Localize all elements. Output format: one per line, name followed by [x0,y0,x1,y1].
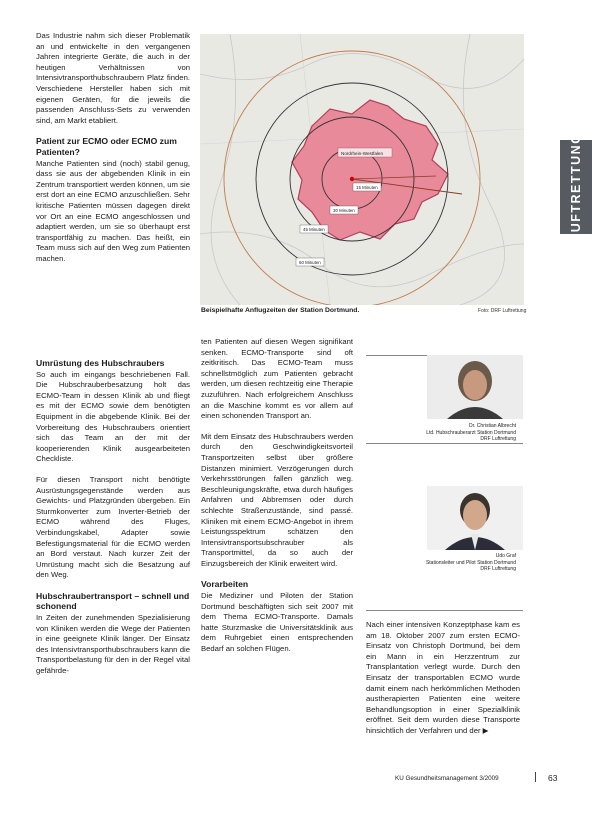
map-figure [200,34,524,305]
time-label-60: 60 Minuten [299,260,321,265]
subheading: Patient zur ECMO oder ECMO zum Patienten? [36,136,177,157]
paragraph: Mit dem Einsatz des Hubschraubers werden durch den Geschwindigkeitsvorteil Transportzeiten selbst über größere Distanzen minimiert. Verzögerungen durch Verkehrsstörungen fallen gänzlich weg. Beschleunigungskräfte, etwa durch häufiges Anfahren und Abbremsen oder durch schlechte Straßenzustände, sind passé. Kliniken mit einem ECMO-Angebot in ihrem Leistungsspektrum schätzen den Intensivtransportsubschrauber als Transportmittel, da so auch der Einzugsbereich der Klinik erweitert wird. [201,431,353,568]
time-label-45: 45 Minuten [303,227,325,232]
divider [366,443,523,444]
page-number: 63 [548,773,558,783]
map-credit: Foto: DRF Luftrettung [478,308,527,314]
column-b [36,358,190,687]
footer-journal: KU Gesundheitsmanagement 3/2009 [395,775,499,782]
caption-line: DRF Luftrettung [480,566,516,573]
nrw-map-graphic [200,34,524,305]
photo-caption [366,423,516,443]
divider [366,610,523,611]
paragraph: In Zeiten der zunehmenden Spezialisierung von Kliniken werden die Wege der Patienten in eine geeignete Klinik länger. Der Einsatz des Intensivtransporthubschraubers kann die Transportbelastung für den in der Regel vital gefährde- [36,613,190,676]
caption-line: Stationsleiter und Pilot Station Dortmund [425,559,516,566]
subheading: Hubschraubertransport – schnell und schonend [36,590,190,612]
section-tab [560,132,592,242]
subheading: Vorarbeiten [201,579,249,590]
paragraph: Das Industrie nahm sich dieser Problematik an und entwickelte in den vergangenen Jahren integrierte Geräte, die auch in der heutigen Verhältnissen von Intensivtransporthubschraubern Platz finden. Verschiedene Hersteller haben sich mit eigenen Geräten, für die jeweils die passenden Anschluss-Sets zu verwenden sind, am Markt etabliert. [36,31,190,125]
paragraph: ten Patienten auf diesen Wegen signifikant senken. ECMO-Transporte sind oft zeitkritisch. Das ECMO-Team muss schnellstmöglich zum Patienten gebracht werden, um diesen rechtzeitig eine Therapie zuzuführen. Nach erfolgreichem Anschluss an die Maschine kommt es vor allem auf einen schonenden Transport an. [201,337,353,421]
column-a [36,31,190,274]
section-tab-label: LUFTRETTUNG [569,132,583,242]
subheading: Umrüstung des Hubschraubers [36,358,165,368]
caption-line: DRF Luftrettung [480,436,516,443]
state-label: Nordrhein-Westfalen [341,151,384,156]
portrait-photo [427,486,523,550]
portrait-photo [427,355,523,419]
paragraph: Die Mediziner und Piloten der Station Dortmund beschäftigten sich seit 2007 mit dem Thema ECMO-Transporte. Damals hatte Sturzmaske die Universitätsklinik aus dem Ruhrgebiet einen entsprechenden Bedarf an solchen Flügen. [201,591,353,654]
caption-line: Dr. Christian Albrecht [469,423,516,429]
map-caption: Beispielhafte Anflugzeiten der Station Dortmund. [201,307,360,314]
caption-line: Ltd. Hubschrauberarzt Station Dortmund [426,429,516,436]
column-d [366,620,520,747]
paragraph: Nach einer intensiven Konzeptphase kam es am 18. Oktober 2007 zum ersten ECMO-Einsatz von Christoph Dortmund, bei dem ein Mann in ein Herzzentrum zur Transplantation verlegt wurde. Durch den Einsatz der transportablen ECMO wurde damit einem nach herkömmlichen Methoden austherapierten Patienten eine weitere Behandlungsoption in einer Spezialklinik eröffnet. Seit dem wurden diese Transporte hinsichtlich der Verfahren und der ▶ [366,620,520,735]
paragraph: Für diesen Transport nicht benötigte Ausrüstungsgegenstände werden aus Gewichts- und Platzgründen übergeben. Ein Sturmkonverter zum Inverter-Betrieb der ECMO während des Fluges, Verbindungskabel, Adapter sowie Befestigungsmaterial für die ECMO werden an Bord verstaut. Nach kurzer Zeit der Umrüstung macht sich die Besatzung auf den Weg. [36,474,190,580]
caption-line: Udo Graf [495,553,516,559]
time-label-15: 15 Minuten [356,185,378,190]
column-c [201,337,353,665]
time-label-30: 30 Minuten [333,208,355,213]
paragraph: Manche Patienten sind (noch) stabil genug, dass sie aus der abgebenden Klinik in ein Zentrum transportiert werden können, um sie erst dort an eine ECMO anzuschließen. Sehr kritische Patienten müssen dagegen direkt vor Ort an eine ECMO angeschlossen und adaptiert werden, um sie so überhaupt erst transportfähig zu machen. Das heißt, ein Team muss sich auf den Weg zum Patienten machen. [36,158,190,263]
footer-separator [535,772,536,782]
paragraph: So auch im eingangs beschriebenen Fall. Die Hubschrauberbesatzung holt das ECMO-Team in dessen Klinik ab und fliegt es mit der ECMO sowie dem benötigten Equipment in die abgebende Klinik. Bei der Vorbereitung des Hubschraubers orientiert sich das Team an der mit der kooperierenden Klinik ausgearbeiteten Checkliste. [36,369,190,464]
photo-caption [366,553,516,573]
